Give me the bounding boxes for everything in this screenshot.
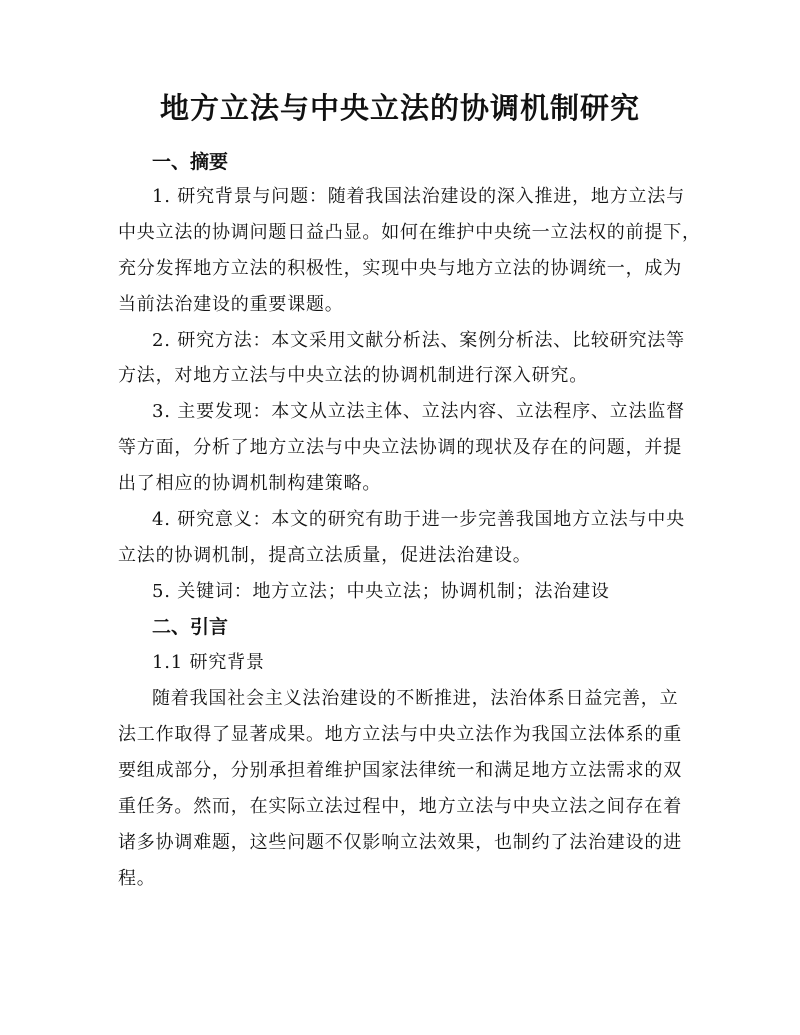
abstract-item-3-line-1: 3. 主要发现：本文从立法主体、立法内容、立法程序、立法监督 — [152, 401, 685, 422]
intro-paragraph-line-3: 要组成部分，分别承担着维护国家法律统一和满足地方立法需求的双 — [118, 760, 682, 781]
abstract-item-1-line-4: 当前法治建设的重要课题。 — [118, 294, 344, 315]
abstract-item-3-line-2: 等方面，分析了地方立法与中央立法协调的现状及存在的问题，并提 — [118, 437, 682, 458]
intro-paragraph-line-5: 诸多协调难题，这些问题不仅影响立法效果，也制约了法治建设的进 — [118, 832, 682, 853]
abstract-item-4-line-1: 4. 研究意义：本文的研究有助于进一步完善我国地方立法与中央 — [152, 509, 685, 530]
abstract-item-1-line-1: 1. 研究背景与问题：随着我国法治建设的深入推进，地方立法与 — [152, 186, 685, 207]
abstract-item-1-line-2: 中央立法的协调问题日益凸显。如何在维护中央统一立法权的前提下， — [118, 222, 701, 243]
abstract-item-4-line-2: 立法的协调机制，提高立法质量，促进法治建设。 — [118, 545, 532, 566]
abstract-heading: 一、摘要 — [152, 151, 229, 173]
abstract-item-1-line-3: 充分发挥地方立法的积极性，实现中央与地方立法的协调统一，成为 — [118, 258, 682, 279]
abstract-item-2-line-1: 2. 研究方法：本文采用文献分析法、案例分析法、比较研究法等 — [152, 330, 685, 351]
intro-paragraph-line-6: 程。 — [118, 868, 156, 889]
intro-heading: 二、引言 — [152, 616, 229, 638]
abstract-item-3-line-3: 出了相应的协调机制构建策略。 — [118, 473, 382, 494]
subsection-title: 1.1 研究背景 — [152, 652, 265, 673]
abstract-item-2-line-2: 方法，对地方立法与中央立法的协调机制进行深入研究。 — [118, 365, 588, 386]
intro-paragraph-line-2: 法工作取得了显著成果。地方立法与中央立法作为我国立法体系的重 — [118, 724, 682, 745]
intro-paragraph-line-4: 重任务。然而，在实际立法过程中，地方立法与中央立法之间存在着 — [118, 796, 682, 817]
abstract-item-5-line-1: 5. 关键词：地方立法；中央立法；协调机制；法治建设 — [152, 581, 610, 602]
intro-paragraph-line-1: 随着我国社会主义法治建设的不断推进，法治体系日益完善，立 — [152, 688, 679, 709]
document-title: 地方立法与中央立法的协调机制研究 — [159, 91, 640, 125]
